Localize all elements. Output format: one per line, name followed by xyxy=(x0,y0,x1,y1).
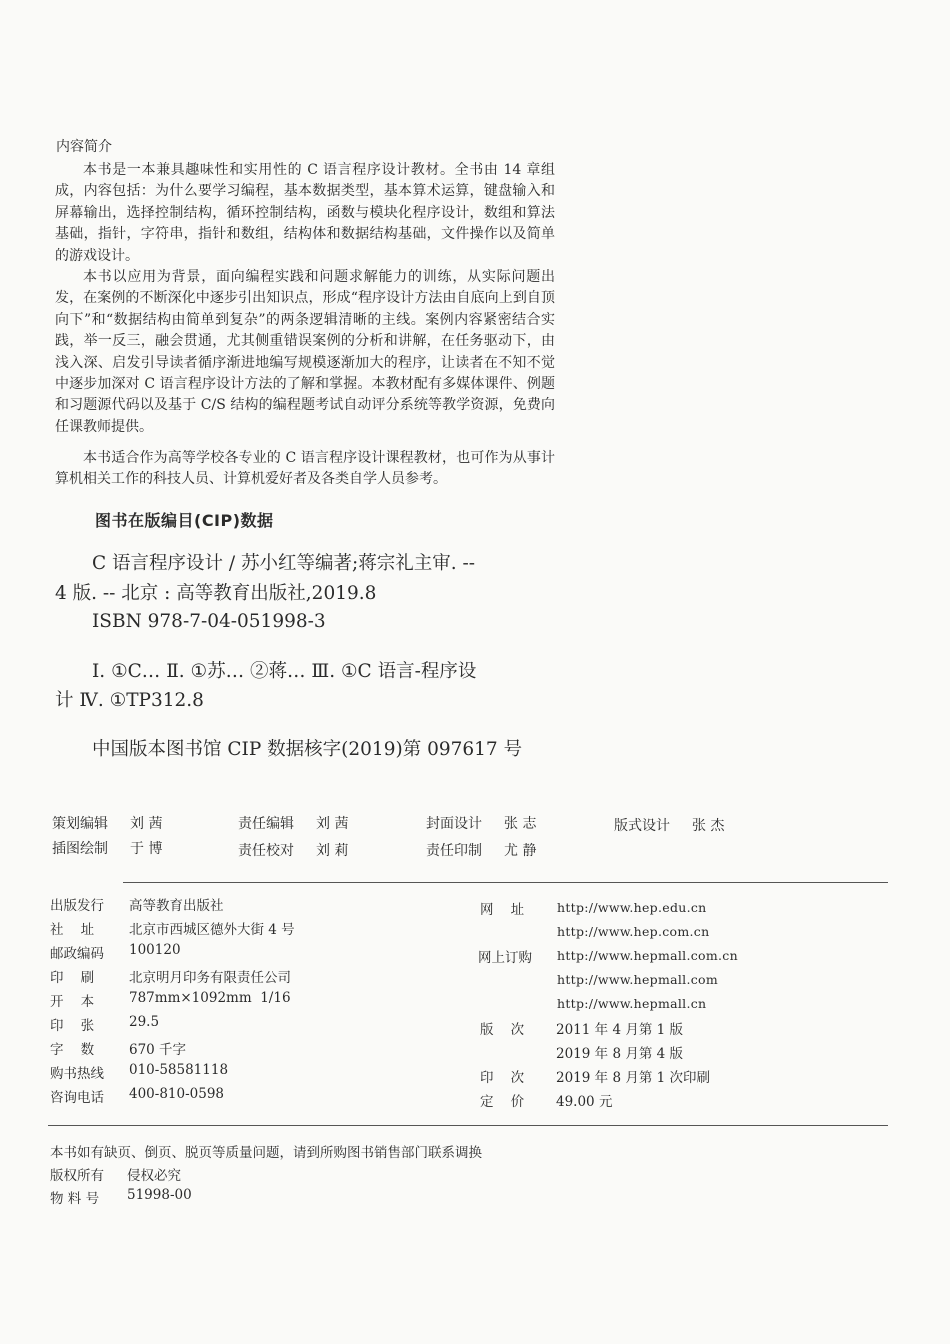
staff-name: 张 志 xyxy=(504,816,537,832)
order-url: http://www.hepmall.com.cn xyxy=(557,948,738,963)
staff-name: 于 博 xyxy=(130,841,163,857)
price-label: 定 价 xyxy=(480,1094,525,1110)
staff-role: 责任校对 xyxy=(238,843,294,859)
pub-label: 购书热线 xyxy=(50,1066,104,1082)
order-url: http://www.hepmall.cn xyxy=(557,996,707,1011)
pub-value: 400-810-0598 xyxy=(129,1086,225,1102)
pub-value: 787mm×1092mm 1/16 xyxy=(129,990,291,1006)
intro-paragraph-3: 本书适合作为高等学校各专业的 C 语言程序设计课程教材，也可作为从事计算机相关工作的科技人员、计算机爱好者及各类自学人员参考。 xyxy=(55,450,555,488)
intro-paragraph-2: 本书以应用为背景，面向编程实践和问题求解能力的训练，从实际问题出发，在案例的不断深化中逐步引出知识点，形成“程序设计方法由自底向上到自顶向下”和“数据结构由简单到复杂”的两条逻辑清晰的主线。案例内容紧密结合实践，举一反三，融会贯通，尤其侧重错误案例的分析和讲解，在任务驱动下，由浅入深、启发引导读者循序渐进地编写规模逐渐加大的程序，让读者在不知不觉中逐步加深对 C 语言程序设计方法的了解和掌握。本教材配有多媒体课件、例题和习题源代码以及基于 C/S 结构的编程题考试自动评分系统等教学资源，免费向任课教师提供。 xyxy=(55,269,555,435)
pub-label: 出版发行 xyxy=(50,898,104,914)
item-number-value: 51998-00 xyxy=(127,1187,192,1203)
staff-role: 策划编辑 xyxy=(52,816,108,832)
print-label: 印 次 xyxy=(480,1070,525,1086)
pub-label: 邮政编码 xyxy=(50,946,104,962)
staff-name: 刘 茜 xyxy=(316,816,349,832)
quality-notice: 本书如有缺页、倒页、脱页等质量问题，请到所购图书销售部门联系调换 xyxy=(50,1145,482,1161)
order-url: http://www.hepmall.com xyxy=(557,972,719,987)
rights-label: 版权所有 xyxy=(50,1168,104,1184)
staff-name: 张 杰 xyxy=(692,818,725,834)
pub-value: 北京市西城区德外大街 4 号 xyxy=(129,922,295,938)
intro-paragraph-1: 本书是一本兼具趣味性和实用性的 C 语言程序设计教材。全书由 14 章组成，内容包括：为什么要学习编程，基本数据类型，基本算术运算，键盘输入和屏幕输出，选择控制结构，循环控制结构，函数与模块化程序设计，数组和算法基础，指针，字符串，指针和数组，结构体和数据结构基础，文件操作以及简单的游戏设计。 xyxy=(55,162,555,264)
pub-label: 社 址 xyxy=(50,922,95,938)
edition-value: 2011 年 4 月第 1 版 xyxy=(556,1022,683,1038)
pub-value: 010-58581118 xyxy=(129,1062,229,1078)
cip-library-number: 中国版本图书馆 CIP 数据核字(2019)第 097617 号 xyxy=(92,739,523,760)
pub-label: 开 本 xyxy=(50,994,95,1010)
staff-role: 版式设计 xyxy=(614,818,670,834)
cip-classification-line-1: Ⅰ. ①C… Ⅱ. ①苏… ②蒋… Ⅲ. ①C 语言-程序设 xyxy=(92,661,477,682)
edition-label: 版 次 xyxy=(480,1022,525,1038)
staff-role: 责任印制 xyxy=(426,843,482,859)
pub-label: 字 数 xyxy=(50,1042,95,1058)
staff-role: 责任编辑 xyxy=(238,816,294,832)
pub-value: 北京明月印务有限责任公司 xyxy=(129,970,291,986)
cip-title-line: C 语言程序设计 / 苏小红等编著;蒋宗礼主审. -- xyxy=(92,553,476,574)
divider xyxy=(123,882,888,883)
print-value: 2019 年 8 月第 1 次印刷 xyxy=(556,1070,710,1086)
pub-label: 印 张 xyxy=(50,1018,95,1034)
pub-value: 100120 xyxy=(129,942,181,958)
edition-value: 2019 年 8 月第 4 版 xyxy=(556,1046,683,1062)
url-value: http://www.hep.com.cn xyxy=(557,924,710,939)
staff-name: 尤 静 xyxy=(504,843,537,859)
pub-label: 印 刷 xyxy=(50,970,95,986)
staff-name: 刘 茜 xyxy=(130,816,163,832)
staff-name: 刘 莉 xyxy=(316,843,349,859)
intro-title: 内容简介 xyxy=(56,139,112,155)
cip-heading: 图书在版编目(CIP)数据 xyxy=(95,511,274,530)
cip-classification-line-2: 计 Ⅳ. ①TP312.8 xyxy=(55,690,204,711)
pub-label: 咨询电话 xyxy=(50,1090,104,1106)
item-number-label: 物 料 号 xyxy=(50,1191,100,1207)
url-value: http://www.hep.edu.cn xyxy=(557,900,707,915)
rights-value: 侵权必究 xyxy=(127,1168,181,1184)
price-value: 49.00 元 xyxy=(556,1094,613,1110)
cip-isbn: ISBN 978-7-04-051998-3 xyxy=(92,611,326,632)
url-label: 网 址 xyxy=(480,902,525,918)
pub-value: 29.5 xyxy=(129,1014,160,1030)
cip-edition-line: 4 版. -- 北京 : 高等教育出版社,2019.8 xyxy=(55,583,377,604)
divider xyxy=(48,1125,888,1126)
pub-value: 670 千字 xyxy=(129,1042,187,1058)
staff-role: 插图绘制 xyxy=(52,841,108,857)
pub-value: 高等教育出版社 xyxy=(129,898,224,914)
order-label: 网上订购 xyxy=(478,950,532,966)
staff-role: 封面设计 xyxy=(426,816,482,832)
